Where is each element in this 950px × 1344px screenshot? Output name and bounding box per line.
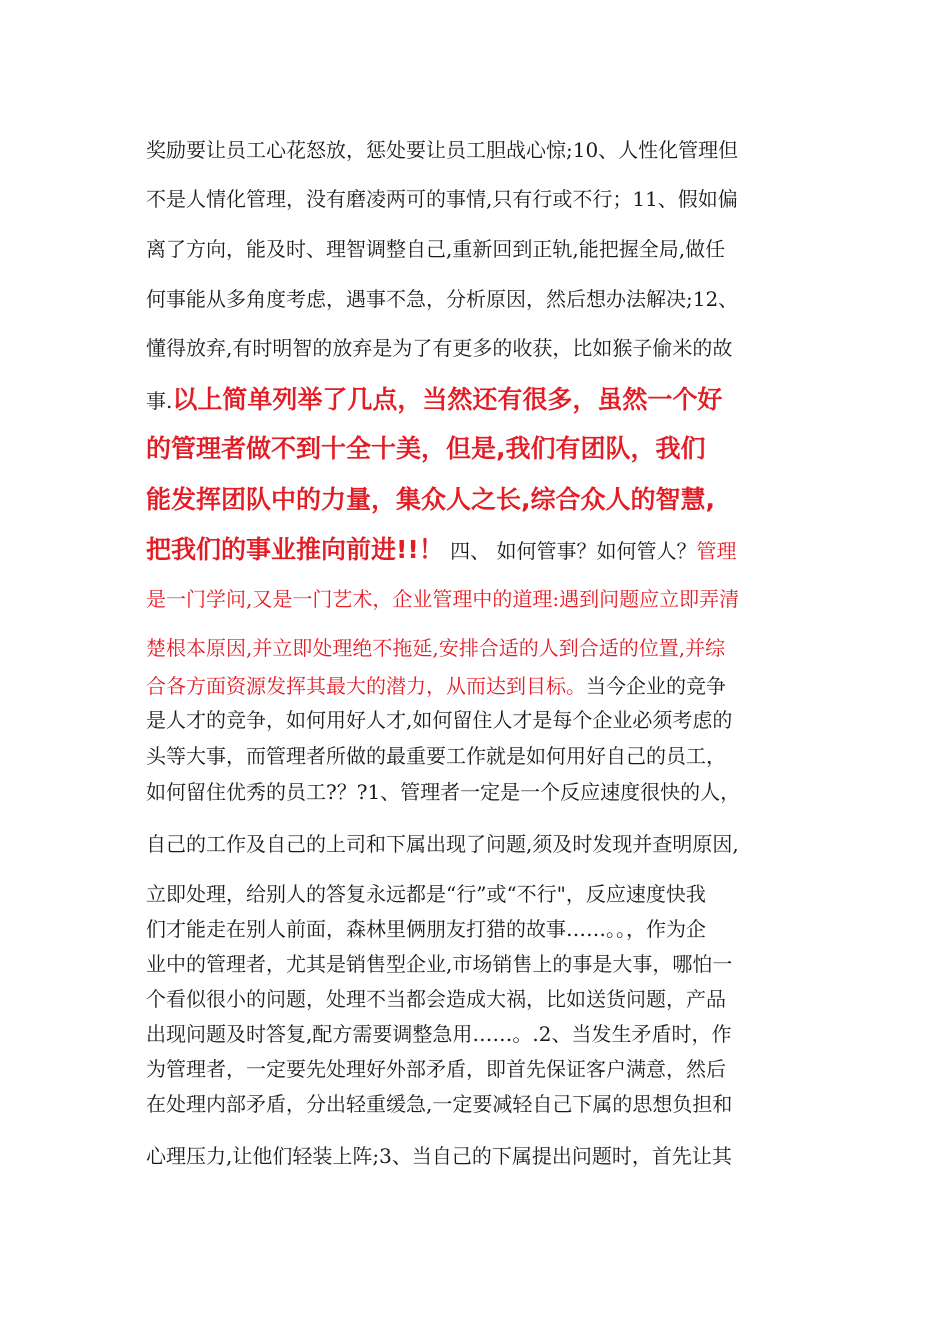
line-text: 自己的工作及自己的上司和下属出现了问题,须及时发现并查明原因, [146, 832, 739, 856]
text-line-3 [146, 235, 806, 263]
text-line-12 [146, 672, 806, 700]
text-line-9 [146, 533, 806, 568]
text-line-1 [146, 136, 806, 164]
line-text: 在处理内部矛盾，分出轻重缓急,一定要减轻自己下属的思想负担和 [146, 1092, 733, 1116]
line-text: 何事能从多角度考虑，遇事不急，分析原因，然后想办法解决;12、 [146, 287, 739, 311]
text-line-22 [146, 1055, 806, 1083]
text-line-23 [146, 1090, 806, 1118]
text-line-13 [146, 706, 806, 734]
line-text: 当今企业的竞争 [586, 674, 726, 698]
red-text: 合各方面资源发挥其最大的潜力，从而达到目标。 [146, 674, 586, 698]
red-text: 是一门学问,又是一门艺术，企业管理中的道理:遇到问题应立即弄清 [146, 587, 740, 611]
text-line-20 [146, 985, 806, 1013]
text-line-4 [146, 285, 806, 313]
red-text: 管理 [696, 539, 737, 563]
text-line-11 [146, 634, 806, 662]
line-text: 如何留住优秀的员工?？?1、管理者一定是一个反应速度很快的人， [146, 780, 741, 804]
text-line-18 [146, 915, 806, 943]
line-text: 不是人情化管理，没有磨凌两可的事情,只有行或不行；11、假如偏 [146, 187, 738, 211]
line-text: 业中的管理者，尤其是销售型企业,市场销售上的事是大事，哪怕一 [146, 952, 733, 976]
line-text: 奖励要让员工心花怒放，惩处要让员工胆战心惊;10、人性化管理但 [146, 138, 739, 162]
text-line-15 [146, 778, 806, 806]
text-line-21 [146, 1020, 806, 1048]
text-line-16 [146, 830, 806, 858]
red-text: 楚根本原因,并立即处理绝不拖延,安排合适的人到合适的位置,并综 [146, 636, 726, 660]
line-text: 心理压力,让他们轻装上阵;3、当自己的下属提出问题时，首先让其 [146, 1144, 732, 1168]
line-text: 事. [146, 389, 173, 413]
section-heading: 四、 如何管事？如何管人？ [443, 539, 697, 563]
line-text: 离了方向，能及时、理智调整自己,重新回到正轨,能把握全局,做任 [146, 237, 726, 261]
text-line-24 [146, 1142, 806, 1170]
highlight-text: 的管理者做不到十全十美，但是,我们有团队，我们 [146, 434, 706, 463]
text-line-6 [146, 383, 806, 418]
text-line-14 [146, 742, 806, 770]
text-line-5 [146, 334, 806, 362]
highlight-text: 把我们的事业推向前进!!！ [146, 535, 444, 564]
text-line-8 [146, 483, 806, 518]
line-text: 个看似很小的问题，处理不当都会造成大祸，比如送货问题，产品 [146, 987, 726, 1011]
text-line-17 [146, 880, 806, 908]
text-line-7 [146, 432, 806, 467]
line-text: 立即处理，给别人的答复永远都是“行”或“不行"，反应速度快我 [146, 882, 706, 906]
line-text: 头等大事，而管理者所做的最重要工作就是如何用好自己的员工， [146, 744, 726, 768]
line-text: 出现问题及时答复,配方需要调整急用……。.2、当发生矛盾时，作 [146, 1022, 732, 1046]
highlight-text: 能发挥团队中的力量，集众人之长,综合众人的智慧, [146, 485, 715, 514]
text-line-19 [146, 950, 806, 978]
line-text: 是人才的竞争，如何用好人才,如何留住人才是每个企业必须考虑的 [146, 708, 733, 732]
line-text: 们才能走在别人前面，森林里俩朋友打猎的故事……。。，作为企 [146, 917, 706, 941]
text-line-10 [146, 585, 806, 613]
text-line-2 [146, 185, 806, 213]
line-text: 为管理者，一定要先处理好外部矛盾，即首先保证客户满意，然后 [146, 1057, 726, 1081]
highlight-text: 以上简单列举了几点，当然还有很多，虽然一个好 [172, 385, 723, 414]
line-text: 懂得放弃,有时明智的放弃是为了有更多的收获，比如猴子偷米的故 [146, 336, 733, 360]
